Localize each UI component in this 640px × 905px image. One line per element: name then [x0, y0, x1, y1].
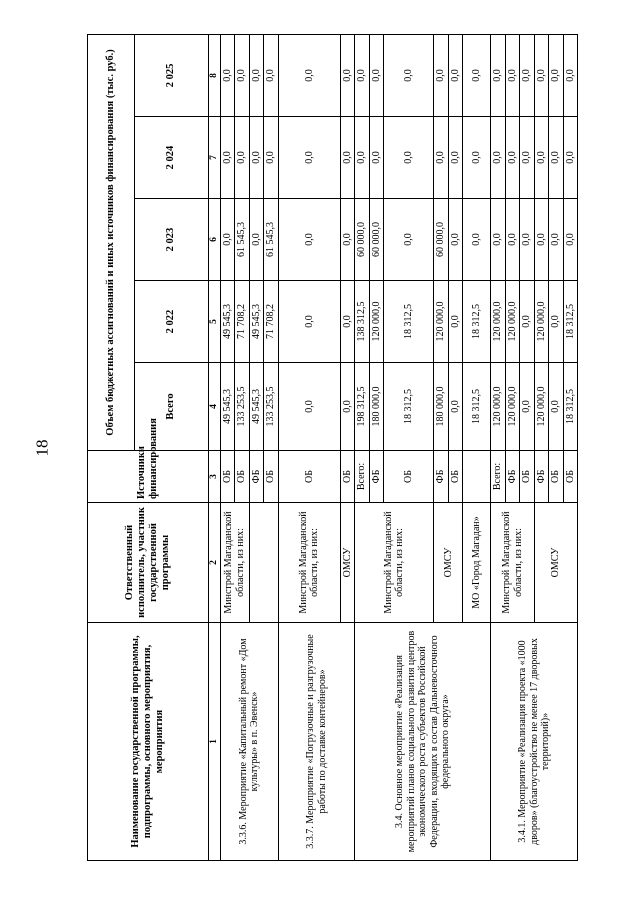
value-cell: 133 253,5: [235, 363, 250, 451]
header-financing-group: Объем бюджетных ассигнований и иных источников финансирования (тыс. руб.): [88, 34, 135, 450]
col-number: 7: [209, 117, 221, 199]
table-row: [355, 34, 370, 860]
value-cell: 60 000,0: [369, 199, 384, 281]
value-cell: 18 312,5: [463, 363, 491, 451]
value-cell: 0,0: [505, 199, 520, 281]
value-cell: 0,0: [549, 363, 564, 451]
value-cell: 0,0: [384, 199, 434, 281]
table-row: [220, 34, 235, 860]
value-cell: 0,0: [520, 117, 535, 199]
value-cell: 0,0: [563, 199, 578, 281]
value-cell: 0,0: [563, 34, 578, 116]
value-cell: 0,0: [249, 34, 264, 116]
value-cell: 0,0: [220, 117, 235, 199]
source-cell: ОБ: [278, 451, 340, 503]
value-cell: 18 312,5: [384, 363, 434, 451]
value-cell: 18 312,5: [384, 281, 434, 363]
value-cell: 0,0: [491, 199, 506, 281]
value-cell: 0,0: [340, 117, 355, 199]
executor-cell-empty: [249, 503, 278, 623]
rotated-table-container: [87, 35, 607, 861]
source-cell: ОБ: [340, 451, 355, 503]
header-program: Наименование государственной программы, подпрограммы, основного мероприятия, мероприятия: [88, 623, 209, 861]
value-cell: 0,0: [549, 117, 564, 199]
executor-cell: МО «Город Магадан»: [463, 503, 491, 623]
value-cell: 0,0: [220, 199, 235, 281]
value-cell: 0,0: [549, 281, 564, 363]
col-number: 3: [209, 451, 221, 503]
value-cell: 0,0: [505, 34, 520, 116]
value-cell: 49 545,3: [249, 363, 264, 451]
table-row: [491, 34, 506, 860]
value-cell: 0,0: [563, 117, 578, 199]
executor-cell: Минстрой Магаданской области, из них:: [278, 503, 340, 623]
source-cell: ФБ: [434, 451, 449, 503]
source-cell: ОБ: [384, 451, 434, 503]
value-cell: 120 000,0: [434, 281, 449, 363]
source-cell: ОБ: [520, 451, 535, 503]
program-name: 3.4. Основное мероприятие «Реализация мероприятий планов социального развития центров экономического роста субъектов Российской Федерации, входящих в состав Дальневосточного федерального округа»: [355, 623, 491, 861]
value-cell: 0,0: [340, 199, 355, 281]
value-cell: 0,0: [384, 117, 434, 199]
value-cell: 0,0: [448, 363, 463, 451]
value-cell: 0,0: [491, 117, 506, 199]
source-cell: ОБ: [563, 451, 578, 503]
value-cell: 0,0: [534, 34, 549, 116]
value-cell: 71 708,2: [235, 281, 250, 363]
value-cell: 0,0: [235, 34, 250, 116]
value-cell: 0,0: [278, 34, 340, 116]
source-cell: ОБ: [235, 451, 250, 503]
column-number-row: [209, 34, 221, 860]
value-cell: 0,0: [448, 199, 463, 281]
value-cell: 0,0: [264, 34, 279, 116]
value-cell: 0,0: [249, 199, 264, 281]
value-cell: 18 312,5: [463, 281, 491, 363]
program-name: 3.3.6. Мероприятие «Капитальный ремонт «Дом культуры» в п. Эвенск»: [220, 623, 278, 861]
program-name: 3.4.1. Мероприятие «Реализация проекта «1000 дворов» (благоустройство не менее 17 дворовых территорий)»: [491, 623, 578, 861]
value-cell: 0,0: [463, 199, 491, 281]
value-cell: 0,0: [355, 34, 370, 116]
value-cell: 120 000,0: [505, 281, 520, 363]
value-cell: 0,0: [520, 34, 535, 116]
value-cell: 0,0: [448, 281, 463, 363]
executor-cell: Минстрой Магаданской области, из них:: [220, 503, 249, 623]
source-cell: ФБ: [534, 451, 549, 503]
value-cell: 0,0: [278, 117, 340, 199]
source-cell: ОБ: [264, 451, 279, 503]
table-row: [278, 34, 340, 860]
value-cell: 0,0: [463, 117, 491, 199]
value-cell: 0,0: [520, 363, 535, 451]
value-cell: 0,0: [534, 199, 549, 281]
value-cell: 0,0: [448, 117, 463, 199]
header-source: Источники финансирования: [88, 451, 209, 503]
value-cell: 133 253,5: [264, 363, 279, 451]
col-number: 6: [209, 199, 221, 281]
value-cell: 0,0: [491, 34, 506, 116]
value-cell: 49 545,3: [220, 281, 235, 363]
source-cell: Всего:: [355, 451, 370, 503]
value-cell: 0,0: [249, 117, 264, 199]
value-cell: 49 545,3: [220, 363, 235, 451]
value-cell: 120 000,0: [491, 281, 506, 363]
value-cell: 138 312,5: [355, 281, 370, 363]
value-cell: 0,0: [278, 363, 340, 451]
value-cell: 60 000,0: [434, 199, 449, 281]
header-executor: Ответственный исполнитель, участник государственной программы: [88, 503, 209, 623]
value-cell: 0,0: [235, 117, 250, 199]
value-cell: 0,0: [264, 117, 279, 199]
value-cell: 18 312,5: [563, 363, 578, 451]
value-cell: 120 000,0: [534, 281, 549, 363]
value-cell: 0,0: [549, 34, 564, 116]
value-cell: 0,0: [520, 199, 535, 281]
source-cell: ФБ: [505, 451, 520, 503]
executor-cell: Минстрой Магаданской области, из них:: [491, 503, 535, 623]
value-cell: 0,0: [220, 34, 235, 116]
executor-cell: ОМСУ: [434, 503, 463, 623]
financing-table: [87, 34, 578, 861]
header-2025: 2 025: [135, 34, 209, 116]
value-cell: 180 000,0: [434, 363, 449, 451]
source-cell: ФБ: [249, 451, 264, 503]
value-cell: 71 708,2: [264, 281, 279, 363]
value-cell: 0,0: [340, 363, 355, 451]
executor-cell: ОМСУ: [534, 503, 578, 623]
value-cell: 0,0: [340, 281, 355, 363]
value-cell: 0,0: [369, 117, 384, 199]
value-cell: 120 000,0: [491, 363, 506, 451]
executor-cell: ОМСУ: [340, 503, 355, 623]
value-cell: 120 000,0: [505, 363, 520, 451]
col-number: 1: [209, 623, 221, 861]
col-number: 5: [209, 281, 221, 363]
value-cell: 120 000,0: [369, 281, 384, 363]
value-cell: 0,0: [434, 34, 449, 116]
header-total: Всего: [135, 363, 209, 451]
value-cell: 18 312,5: [563, 281, 578, 363]
value-cell: 0,0: [340, 34, 355, 116]
value-cell: 0,0: [278, 281, 340, 363]
value-cell: 0,0: [505, 117, 520, 199]
source-cell: ОБ: [220, 451, 235, 503]
value-cell: 0,0: [463, 34, 491, 116]
value-cell: 60 000,0: [355, 199, 370, 281]
executor-cell: Минстрой Магаданской области, из них:: [355, 503, 434, 623]
header-2024: 2 024: [135, 117, 209, 199]
value-cell: 0,0: [278, 199, 340, 281]
source-cell: [463, 451, 491, 503]
value-cell: 49 545,3: [249, 281, 264, 363]
value-cell: 61 545,3: [264, 199, 279, 281]
value-cell: 0,0: [520, 281, 535, 363]
value-cell: 0,0: [448, 34, 463, 116]
header-2023: 2 023: [135, 199, 209, 281]
value-cell: 0,0: [384, 34, 434, 116]
value-cell: 198 312,5: [355, 363, 370, 451]
value-cell: 0,0: [434, 117, 449, 199]
source-cell: ОБ: [549, 451, 564, 503]
program-name: 3.3.7. Мероприятие «Погрузочные и разгрузочные работы по доставке контейнеров»: [278, 623, 355, 861]
header-2022: 2 022: [135, 281, 209, 363]
source-cell: ОБ: [448, 451, 463, 503]
source-cell: ФБ: [369, 451, 384, 503]
value-cell: 120 000,0: [534, 363, 549, 451]
value-cell: 0,0: [534, 117, 549, 199]
col-number: 4: [209, 363, 221, 451]
col-number: 2: [209, 503, 221, 623]
value-cell: 180 000,0: [369, 363, 384, 451]
col-number: 8: [209, 34, 221, 116]
value-cell: 61 545,3: [235, 199, 250, 281]
value-cell: 0,0: [355, 117, 370, 199]
value-cell: 0,0: [549, 199, 564, 281]
value-cell: 0,0: [369, 34, 384, 116]
source-cell: Всего:: [491, 451, 506, 503]
page-number: 18: [32, 439, 52, 457]
